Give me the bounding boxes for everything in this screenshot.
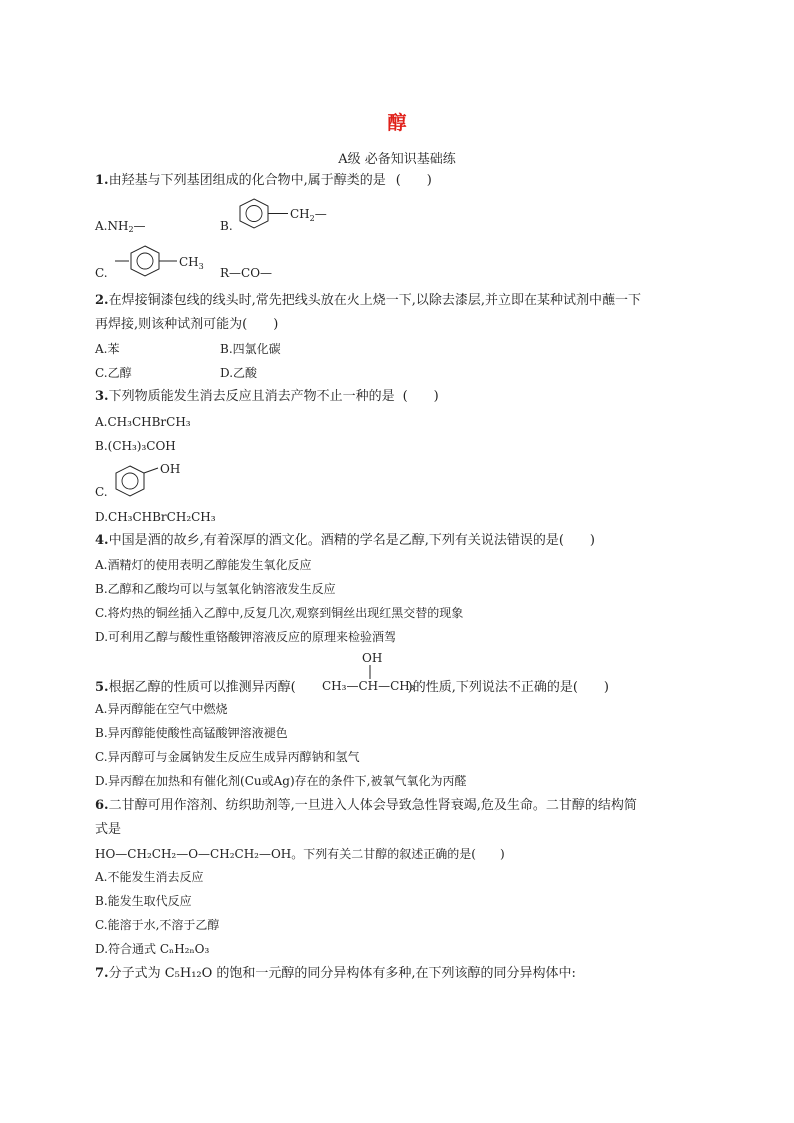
svg-text:OH: OH <box>160 462 181 476</box>
q3-option-d: D.CH₃CHBrCH₂CH₃ <box>95 510 216 524</box>
svg-text:OH: OH <box>362 651 383 665</box>
svg-text:CH₃—CH—CH₃: CH₃—CH—CH₃ <box>322 679 415 693</box>
q5-option-b: B.异丙醇能使酸性高锰酸钾溶液褪色 <box>95 726 288 740</box>
tolyl-structure <box>113 243 213 279</box>
q3-option-b: B.(CH₃)₃COH <box>95 439 176 453</box>
page-title: 醇 <box>387 112 407 134</box>
q2-option-d: D.乙酸 <box>220 366 258 380</box>
q6-option-c: C.能溶于水,不溶于乙醇 <box>95 918 220 932</box>
benzyl-structure <box>238 196 338 232</box>
q6-option-b: B.能发生取代反应 <box>95 894 192 908</box>
q1-option-a: $A.NH_2—$ <box>95 219 146 234</box>
q1-option-c-label: C. <box>95 266 108 280</box>
q2-option-b: B.四氯化碳 <box>220 342 281 356</box>
question-stem: 由羟基与下列基团组成的化合物中,属于醇类的是 <box>108 173 386 188</box>
question-1 <box>95 172 432 190</box>
question-6-line2: 式是 <box>95 822 122 837</box>
question-2: 2.在焊接铜漆包线的线头时,常先把线头放在火上烧一下,以除去漆层,并立即在某种试剂中蘸一下 <box>95 293 641 308</box>
q5-option-c: C.异丙醇可与金属钠发生反应生成异丙醇钠和氢气 <box>95 750 360 764</box>
q2-option-c: C.乙醇 <box>95 366 132 380</box>
q4-option-d: D.可利用乙醇与酸性重铬酸钾溶液反应的原理来检验酒驾 <box>95 630 397 644</box>
q6-formula-line: HO—CH₂CH₂—O—CH₂CH₂—OH。下列有关二甘醇的叙述正确的是( ) <box>95 847 505 861</box>
q3-option-a: A.CH₃CHBrCH₃ <box>95 415 191 429</box>
question-2-line2: 再焊接,则该种试剂可能为( ) <box>95 317 279 332</box>
q1-option-d: R—CO— <box>220 266 273 280</box>
phenol-structure <box>112 460 192 498</box>
question-4: 4.中国是酒的故乡,有着深厚的酒文化。酒精的学名是乙醇,下列有关说法错误的是( ) <box>95 533 595 548</box>
question-5: 5.根据乙醇的性质可以推测异丙醇( )的性质,下列说法不正确的是( ) <box>95 680 610 695</box>
q5-option-a: A.异丙醇能在空气中燃烧 <box>95 702 228 716</box>
q1-option-b-label: B. <box>220 219 233 233</box>
section-subtitle: A级 必备知识基础练 <box>338 152 456 167</box>
question-6: 6.二甘醇可用作溶剂、纺织助剂等,一旦进入人体会导致急性肾衰竭,危及生命。二甘醇的结构简 <box>95 798 637 813</box>
question-number: 1. <box>95 173 109 188</box>
question-7: 7.分子式为 C₅H₁₂O 的饱和一元醇的同分异构体有多种,在下列该醇的同分异构体中: <box>95 966 576 981</box>
q6-option-a: A.不能发生消去反应 <box>95 870 204 884</box>
svg-text:CH2—: $CH_2—$ <box>290 207 327 223</box>
q3-option-c-label: C. <box>95 485 108 499</box>
isopropanol-structure <box>318 650 436 696</box>
q6-option-d: D.符合通式 CₙH₂ₙO₃ <box>95 942 210 956</box>
q2-option-a: A.苯 <box>95 342 120 356</box>
q4-option-c: C.将灼热的铜丝插入乙醇中,反复几次,观察到铜丝出现红黑交替的现象 <box>95 606 464 620</box>
q4-option-b: B.乙醇和乙酸均可以与氢氧化钠溶液发生反应 <box>95 582 336 596</box>
q4-option-a: A.酒精灯的使用表明乙醇能发生氧化反应 <box>95 558 312 572</box>
answer-paren: ( ) <box>395 173 432 188</box>
question-3: 3.下列物质能发生消去反应且消去产物不止一种的是 ( ) <box>95 389 439 404</box>
svg-text:CH3: $CH_3$ <box>179 255 204 271</box>
q5-option-d: D.异丙醇在加热和有催化剂(Cu或Ag)存在的条件下,被氧气氧化为丙醛 <box>95 774 467 788</box>
